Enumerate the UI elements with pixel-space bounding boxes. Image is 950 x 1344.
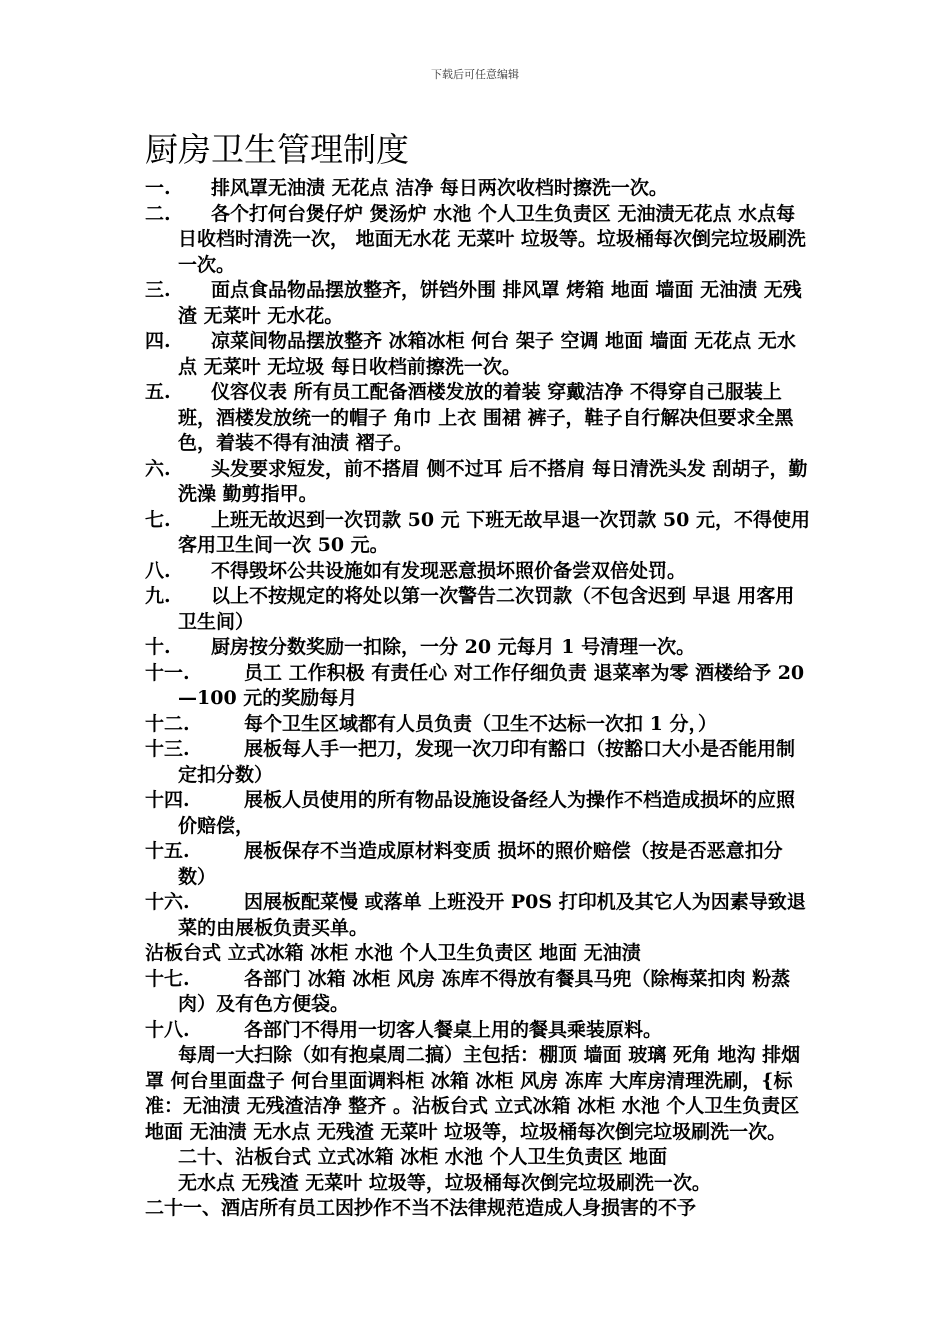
rule-text: 展板每人手一把刀，发现一次刀印有豁口（按豁口大小是否能用制定扣分数）: [178, 738, 796, 786]
rule-text: 不得毁坏公共设施如有发现恶意损坏照价备尝双倍处罚。: [211, 559, 687, 582]
rule-item: [145, 1018, 810, 1044]
rule-item: [145, 967, 810, 1018]
rules-list-2: [145, 967, 810, 1044]
rule-item: [145, 329, 810, 380]
rule-number: 八.: [145, 559, 171, 582]
rule-number: 十一.: [145, 661, 190, 684]
rule-text: 上班无故迟到一次罚款 50 元 下班无故早退一次罚款 50 元，不得使用客用卫生间一次 50 元。: [178, 508, 810, 556]
rule-number: 十七.: [145, 967, 190, 990]
rule-item: [145, 176, 810, 202]
rule-number: 七.: [145, 508, 171, 531]
document-page: [145, 128, 810, 1222]
rule-item: [145, 788, 810, 839]
rule-text: 因展板配菜慢 或落单 上班没开 P0S 打印机及其它人为因素导致退菜的由展板负责买单。: [178, 891, 806, 939]
paragraph-line-a: 沾板台式 立式冰箱 冰柜 水池 个人卫生负责区 地面 无油渍: [145, 942, 641, 964]
rule-number: 十.: [145, 636, 171, 658]
rule-text: 以上不按规定的将处以第一次警告二次罚款（不包含迟到 早退 用客用卫生间）: [178, 585, 795, 633]
rule-number: 十二.: [145, 712, 190, 735]
rule-number: 十四.: [145, 789, 190, 811]
rule-number: 四.: [145, 330, 171, 352]
rule-text: 展板人员使用的所有物品设施设备经人为操作不档造成损坏的应照价赔偿，: [178, 789, 796, 837]
rule-number: 五.: [145, 381, 171, 403]
rule-item: [145, 457, 810, 508]
rule-number: 十六.: [145, 891, 190, 913]
rule-number: 六.: [145, 457, 171, 480]
rules-list: [145, 176, 810, 941]
rule-item: [145, 737, 810, 788]
rule-text: 厨房按分数奖励一扣除，一分 20 元每月 1 号清理一次。: [211, 636, 696, 658]
rule-text: 仪容仪表 所有员工配备酒楼发放的着装 穿戴洁净 不得穿自己服装上班，酒楼发放统一的帽子 角巾 上衣 围裙 裤子，鞋子自行解决但要求全黑色，着装不得有油渍 褶子。: [178, 381, 794, 454]
rule-item: [145, 202, 810, 279]
rule-number: 二.: [145, 202, 171, 225]
rule-text: 排风罩无油渍 无花点 洁净 每日两次收档时擦洗一次。: [211, 177, 668, 199]
rule-item: [145, 584, 810, 635]
rule-text: 各部门不得用一切客人餐桌上用的餐具乘装原料。: [244, 1018, 663, 1041]
rule-item: [145, 278, 810, 329]
paragraph-item-20: 二十、沾板台式 立式冰箱 冰柜 水池 个人卫生负责区 地面: [178, 1146, 668, 1168]
document-title: 厨房卫生管理制度: [145, 130, 409, 169]
paragraph-weekly-cleaning: 每周一大扫除（如有抱桌周二搞）主包括：棚顶 墙面 玻璃 死角 地沟 排烟罩 何台里面盘子 何台里面调料柜 冰箱 冰柜 风房 冻库 大库房清理洗刷，{标准：无油渍 无残渣洁净 整齐 。沾板台式 立式冰箱 冰柜 水池 个人卫生负责区 地面 无油渍 无水点 无残渣 无菜叶 垃圾等，垃圾桶每次倒完垃圾刷洗一次。: [145, 1044, 801, 1143]
rule-number: 一.: [145, 177, 171, 199]
rule-number: 九.: [145, 585, 171, 607]
document-content: [145, 176, 810, 1222]
rule-text: 展板保存不当造成原材料变质 损坏的照价赔偿（按是否恶意扣分数）: [178, 840, 783, 888]
paragraph-item-21: 二十一、酒店所有员工因抄作不当不法律规范造成人身损害的不予: [145, 1197, 697, 1219]
rule-text: 各个打何台煲仔炉 煲汤炉 水池 个人卫生负责区 无油渍无花点 水点每日收档时清洗一次， 地面无水花 无菜叶 垃圾等。垃圾桶每次倒完垃圾刷洗一次。: [178, 202, 806, 276]
rule-item: [145, 635, 810, 661]
rule-number: 十八.: [145, 1018, 190, 1041]
rule-number: 三.: [145, 279, 171, 301]
rule-item: [145, 661, 810, 712]
rule-text: 员工 工作积极 有责任心 对工作仔细负责 退菜率为零 酒楼给予 20—100 元的奖励每月: [178, 661, 805, 709]
rule-number: 十三.: [145, 738, 190, 760]
rule-text: 面点食品物品摆放整齐，饼铛外围 排风罩 烤箱 地面 墙面 无油渍 无残渣 无菜叶 无水花。: [178, 279, 802, 327]
rule-text: 各部门 冰箱 冰柜 风房 冻库不得放有餐具马兜（除梅菜扣肉 粉蒸肉）及有色方便袋。: [178, 967, 791, 1015]
paragraph-item-20-cont: 无水点 无残渣 无菜叶 垃圾等，垃圾桶每次倒完垃圾刷洗一次。: [178, 1171, 711, 1194]
rule-text: 凉菜间物品摆放整齐 冰箱冰柜 何台 架子 空调 地面 墙面 无花点 无水点 无菜叶 无垃圾 每日收档前擦洗一次。: [178, 330, 796, 378]
rule-item: [145, 839, 810, 890]
rule-number: 十五.: [145, 840, 190, 862]
rule-item: [145, 508, 810, 559]
rule-text: 每个卫生区域都有人员负责（卫生不达标一次扣 1 分，）: [244, 712, 717, 735]
rule-item: [145, 890, 810, 941]
rule-text: 头发要求短发，前不搭眉 侧不过耳 后不搭肩 每日清洗头发 刮胡子，勤洗澡 勤剪指甲。: [178, 457, 808, 505]
rule-item: [145, 712, 810, 738]
page-header: 下载后可任意编辑: [431, 68, 519, 81]
rule-item: [145, 380, 810, 457]
rule-item: [145, 559, 810, 585]
